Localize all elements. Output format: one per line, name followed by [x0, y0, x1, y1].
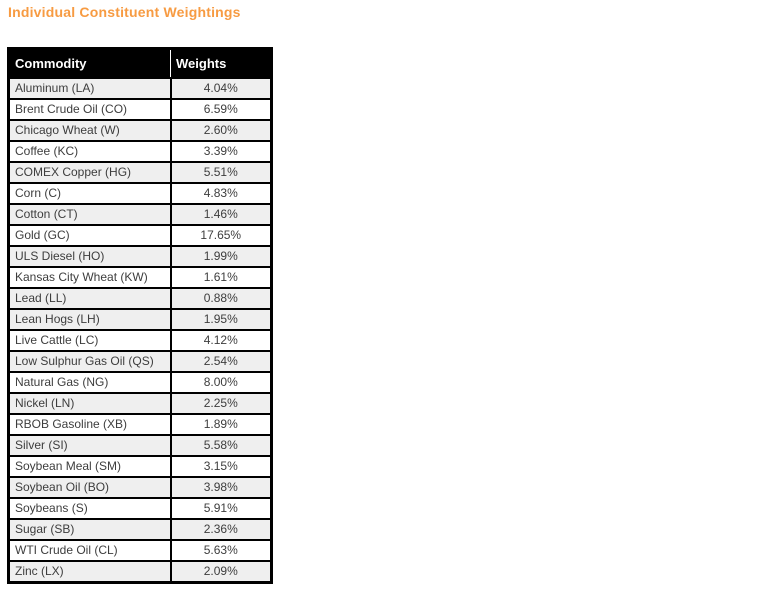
weight-cell: 5.51%	[171, 162, 272, 183]
commodity-cell: WTI Crude Oil (CL)	[9, 540, 171, 561]
table-row	[9, 162, 272, 183]
table-row	[9, 540, 272, 561]
weight-cell: 1.99%	[171, 246, 272, 267]
commodity-cell: Soybeans (S)	[9, 498, 171, 519]
weight-cell: 1.46%	[171, 204, 272, 225]
table-row	[9, 435, 272, 456]
commodity-cell: Kansas City Wheat (KW)	[9, 267, 171, 288]
weight-cell: 5.63%	[171, 540, 272, 561]
weight-cell: 5.91%	[171, 498, 272, 519]
weight-cell: 1.89%	[171, 414, 272, 435]
weight-cell: 1.61%	[171, 267, 272, 288]
commodity-cell: Gold (GC)	[9, 225, 171, 246]
table-row	[9, 183, 272, 204]
table-row	[9, 78, 272, 99]
table-row	[9, 99, 272, 120]
weight-cell: 2.60%	[171, 120, 272, 141]
commodity-cell: Soybean Meal (SM)	[9, 456, 171, 477]
table-row	[9, 561, 272, 583]
table-row	[9, 393, 272, 414]
table-row	[9, 204, 272, 225]
table-row	[9, 120, 272, 141]
commodity-cell: Brent Crude Oil (CO)	[9, 99, 171, 120]
table-row	[9, 519, 272, 540]
table-row	[9, 309, 272, 330]
commodity-cell: Corn (C)	[9, 183, 171, 204]
table-row	[9, 351, 272, 372]
weight-cell: 0.88%	[171, 288, 272, 309]
weight-cell: 4.12%	[171, 330, 272, 351]
commodity-cell: Lean Hogs (LH)	[9, 309, 171, 330]
constituent-weightings-table	[7, 47, 273, 584]
table-row	[9, 477, 272, 498]
weight-cell: 1.95%	[171, 309, 272, 330]
commodity-cell: Sugar (SB)	[9, 519, 171, 540]
commodity-cell: RBOB Gasoline (XB)	[9, 414, 171, 435]
commodity-cell: Silver (SI)	[9, 435, 171, 456]
commodity-column-header: Commodity	[9, 49, 171, 79]
table-row	[9, 225, 272, 246]
table-row	[9, 288, 272, 309]
commodity-cell: Lead (LL)	[9, 288, 171, 309]
table-row	[9, 456, 272, 477]
weight-cell: 6.59%	[171, 99, 272, 120]
commodity-cell: Low Sulphur Gas Oil (QS)	[9, 351, 171, 372]
weight-cell: 5.58%	[171, 435, 272, 456]
weight-cell: 3.98%	[171, 477, 272, 498]
weight-cell: 17.65%	[171, 225, 272, 246]
commodity-cell: Aluminum (LA)	[9, 78, 171, 99]
weight-cell: 3.39%	[171, 141, 272, 162]
table-row	[9, 330, 272, 351]
page-title: Individual Constituent Weightings	[8, 4, 241, 20]
weight-cell: 4.04%	[171, 78, 272, 99]
commodity-cell: Cotton (CT)	[9, 204, 171, 225]
table-row	[9, 141, 272, 162]
commodity-cell: COMEX Copper (HG)	[9, 162, 171, 183]
commodity-cell: Natural Gas (NG)	[9, 372, 171, 393]
weights-column-header: Weights	[171, 49, 272, 79]
commodity-cell: Zinc (LX)	[9, 561, 171, 583]
weight-cell: 2.25%	[171, 393, 272, 414]
commodity-cell: Nickel (LN)	[9, 393, 171, 414]
table-row	[9, 372, 272, 393]
commodity-cell: Soybean Oil (BO)	[9, 477, 171, 498]
commodity-cell: Coffee (KC)	[9, 141, 171, 162]
table-row	[9, 414, 272, 435]
table-row	[9, 246, 272, 267]
commodity-cell: ULS Diesel (HO)	[9, 246, 171, 267]
weight-cell: 8.00%	[171, 372, 272, 393]
table-row	[9, 498, 272, 519]
weight-cell: 2.36%	[171, 519, 272, 540]
weight-cell: 2.54%	[171, 351, 272, 372]
weight-cell: 3.15%	[171, 456, 272, 477]
commodity-cell: Live Cattle (LC)	[9, 330, 171, 351]
table-header-row	[9, 49, 272, 79]
commodity-cell: Chicago Wheat (W)	[9, 120, 171, 141]
weight-cell: 2.09%	[171, 561, 272, 583]
table-body	[9, 78, 272, 583]
weight-cell: 4.83%	[171, 183, 272, 204]
table-row	[9, 267, 272, 288]
